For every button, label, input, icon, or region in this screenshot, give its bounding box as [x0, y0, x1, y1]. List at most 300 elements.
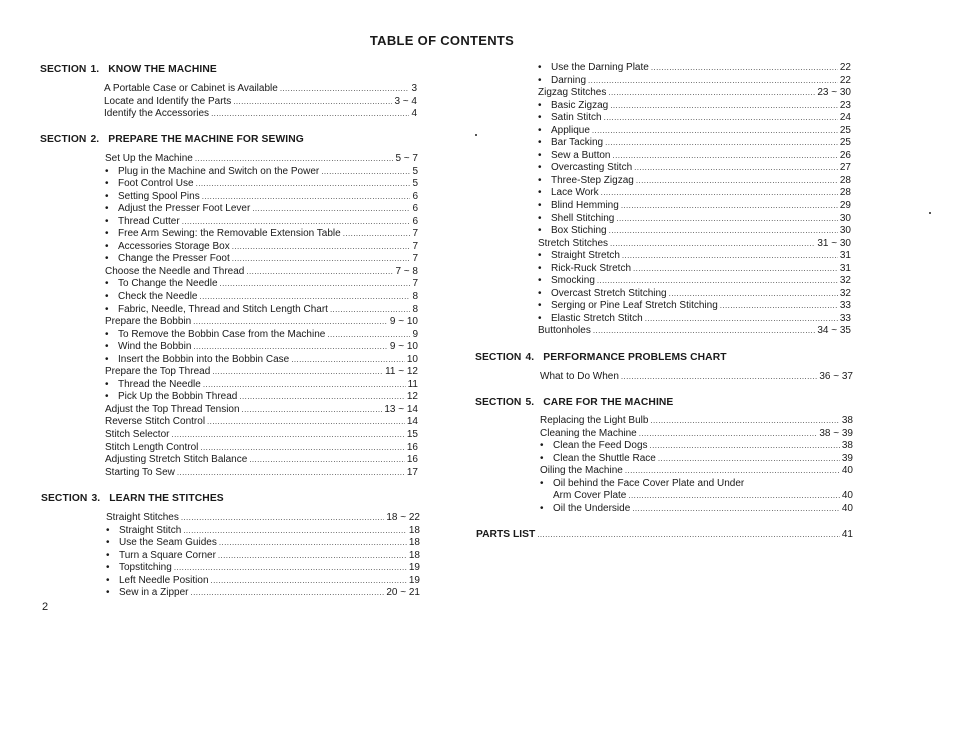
bullet-icon: •	[538, 137, 542, 149]
section-name: KNOW THE MACHINE	[108, 64, 217, 75]
bullet-icon: •	[105, 165, 109, 177]
leader-dots	[592, 125, 838, 138]
entry-label	[538, 250, 620, 263]
section-2-heading	[40, 134, 304, 145]
entry-label	[538, 150, 610, 163]
toc-entry	[104, 108, 417, 121]
entry-text: Stitch Selector	[105, 429, 170, 441]
entry-label	[538, 263, 631, 276]
toc-entry	[105, 329, 418, 342]
leader-dots	[182, 216, 411, 229]
leader-dots	[650, 415, 839, 428]
entry-text: Darning	[551, 74, 587, 86]
leader-dots	[220, 278, 411, 291]
leader-dots	[232, 241, 411, 254]
entry-label	[538, 162, 632, 175]
toc-entry	[105, 153, 418, 166]
page-ref: 7	[412, 228, 418, 240]
section-3-entries	[106, 512, 420, 600]
entry-label	[540, 440, 648, 453]
bullet-icon: •	[538, 300, 542, 312]
entry-text: Shell Stitching	[551, 212, 615, 224]
entry-label	[538, 275, 595, 288]
entry-text: Use the Darning Plate	[551, 62, 649, 73]
entry-label	[540, 453, 656, 466]
toc-entry	[105, 404, 418, 417]
entry-text: Reverse Stitch Control	[105, 416, 206, 428]
leader-dots	[193, 316, 388, 329]
section-name: CARE FOR THE MACHINE	[543, 397, 674, 408]
entry-label	[538, 125, 590, 138]
leader-dots	[249, 454, 405, 467]
entry-text: Clean the Shuttle Race	[553, 452, 656, 464]
section-label: SECTION	[475, 397, 522, 408]
toc-entry	[105, 228, 418, 241]
toc-entry	[105, 416, 418, 429]
entry-label	[105, 454, 247, 467]
page-ref: 22	[839, 74, 851, 86]
leader-dots	[632, 503, 840, 516]
entry-text: Starting To Sew	[105, 466, 175, 478]
bullet-icon: •	[538, 250, 542, 262]
page-ref: 9 ~ 10	[389, 341, 418, 353]
section-label: SECTION	[41, 493, 88, 504]
entry-text: Rick-Ruck Stretch	[551, 262, 632, 274]
page-ref: 11	[407, 378, 418, 390]
page-ref: 30	[839, 225, 851, 237]
leader-dots	[604, 112, 838, 125]
bullet-icon: •	[105, 240, 109, 252]
page-ref: 33	[839, 300, 851, 312]
entry-label	[106, 587, 188, 600]
page-ref: 39	[841, 452, 853, 464]
bullet-icon: •	[538, 200, 542, 212]
page-ref: 8	[412, 303, 418, 315]
toc-entry	[538, 225, 851, 238]
entry-text: Straight Stitches	[106, 512, 179, 523]
entry-label	[106, 562, 172, 575]
leader-dots	[658, 453, 840, 466]
entry-label	[105, 379, 201, 392]
leader-dots	[211, 108, 409, 121]
leader-dots	[233, 96, 392, 109]
entry-label	[105, 253, 230, 266]
toc-entry	[538, 62, 851, 75]
leader-dots	[203, 379, 406, 392]
leader-dots	[628, 490, 840, 503]
toc-entry	[538, 75, 851, 88]
toc-entry	[105, 253, 418, 266]
leader-dots	[645, 313, 838, 326]
leader-dots	[650, 440, 840, 453]
leader-dots	[720, 300, 838, 313]
leader-dots	[193, 341, 388, 354]
entry-text: Plug in the Machine and Switch on the Power	[118, 165, 320, 177]
entry-text: Clean the Feed Dogs	[553, 440, 648, 452]
page-ref: 40	[841, 502, 853, 514]
toc-entry	[106, 525, 420, 538]
bullet-icon: •	[538, 174, 542, 186]
section-name: LEARN THE STITCHES	[109, 493, 224, 504]
entry-label	[105, 442, 198, 455]
entry-text: Arm Cover Plate	[553, 490, 627, 502]
page-ref: 7	[412, 240, 418, 252]
leader-dots	[239, 391, 405, 404]
entry-label	[538, 112, 602, 125]
page-ref: 25	[839, 137, 851, 149]
page-ref: 22	[839, 62, 851, 73]
entry-label	[106, 512, 179, 525]
page-ref: 32	[839, 275, 851, 287]
toc-entry	[106, 587, 420, 600]
entry-label	[106, 575, 209, 588]
leader-dots	[327, 329, 410, 342]
page-ref: 5	[412, 178, 418, 190]
toc-entry	[538, 263, 851, 276]
entry-text: Replacing the Light Bulb	[540, 415, 649, 426]
entry-text: Box Stiching	[551, 225, 607, 237]
entry-label	[538, 62, 649, 75]
entry-text: Serging or Pine Leaf Stretch Stitching	[551, 300, 718, 312]
entry-text: Insert the Bobbin into the Bobbin Case	[118, 353, 290, 365]
leader-dots	[634, 162, 838, 175]
bullet-icon: •	[538, 124, 542, 136]
toc-entry	[105, 178, 418, 191]
leader-dots	[633, 263, 838, 276]
bullet-icon: •	[106, 562, 110, 574]
page-ref: 7	[412, 278, 418, 290]
page-ref: 36 ~ 37	[819, 371, 853, 382]
toc-entry	[540, 428, 853, 441]
toc-entry	[105, 467, 418, 480]
page-ref: 40	[841, 465, 853, 477]
page-ref: 19	[408, 574, 420, 586]
toc-entry	[538, 162, 851, 175]
toc-entry	[538, 325, 851, 338]
leader-dots	[171, 429, 404, 442]
entry-label	[105, 241, 230, 254]
toc-entry	[538, 137, 851, 150]
bullet-icon: •	[540, 502, 544, 514]
entry-text: Overcast Stretch Stitching	[551, 287, 667, 299]
entry-text: Applique	[551, 124, 590, 136]
page-ref: 10	[406, 353, 418, 365]
page-ref: 16	[406, 454, 418, 466]
bullet-icon: •	[540, 477, 544, 489]
section-4-heading	[475, 352, 727, 363]
page-ref: 23	[839, 99, 851, 111]
leader-dots	[343, 228, 411, 241]
page-ref: 4	[411, 108, 417, 120]
entry-label	[105, 178, 194, 191]
bullet-icon: •	[106, 537, 110, 549]
section-1-heading	[40, 64, 217, 75]
section-name: PERFORMANCE PROBLEMS CHART	[543, 352, 727, 363]
page-ref: 12	[406, 391, 418, 403]
entry-label	[538, 75, 586, 88]
leader-dots	[183, 525, 407, 538]
entry-label	[105, 467, 175, 480]
page-ref: 18	[408, 549, 420, 561]
toc-entry	[538, 275, 851, 288]
entry-label	[538, 225, 607, 238]
toc-entry	[105, 341, 418, 354]
section-4-entries	[540, 371, 853, 384]
toc-entry	[105, 266, 418, 279]
entry-text: Topstitching	[119, 562, 172, 574]
entry-label	[538, 175, 634, 188]
toc-entry	[538, 250, 851, 263]
entry-text: A Portable Case or Cabinet is Available	[104, 83, 278, 94]
bullet-icon: •	[105, 178, 109, 190]
entry-label	[105, 329, 325, 342]
entry-text: Turn a Square Corner	[119, 549, 216, 561]
leader-dots	[196, 178, 411, 191]
entry-text: Set Up the Machine	[105, 153, 193, 164]
section-5-entries	[540, 415, 853, 515]
entry-text: Oiling the Machine	[540, 465, 623, 477]
page-ref: 26	[839, 149, 851, 161]
section-1-entries	[104, 83, 417, 121]
leader-dots	[601, 187, 838, 200]
entry-text: Stitch Length Control	[105, 441, 199, 453]
page-ref: 38	[841, 415, 853, 426]
entry-label	[105, 278, 218, 291]
toc-entry	[106, 537, 420, 550]
entry-text: Check the Needle	[118, 291, 198, 303]
leader-dots	[639, 428, 818, 441]
entry-label	[540, 478, 744, 491]
entry-label	[105, 341, 191, 354]
scan-speck	[929, 212, 931, 214]
entry-text: Straight Stretch	[551, 250, 620, 262]
entry-text: To Change the Needle	[118, 278, 218, 290]
toc-entry	[105, 291, 418, 304]
entry-text: To Remove the Bobbin Case from the Machine	[118, 328, 326, 340]
entry-text: Locate and Identify the Parts	[104, 95, 232, 107]
leader-dots	[622, 250, 838, 263]
entry-label	[538, 213, 614, 226]
leader-dots	[174, 562, 407, 575]
toc-entry	[106, 550, 420, 563]
page-ref: 7	[412, 253, 418, 265]
page-ref: 38 ~ 39	[819, 427, 853, 439]
toc-entry	[105, 191, 418, 204]
entry-text: Buttonholes	[538, 325, 591, 337]
entry-label	[540, 503, 630, 516]
toc-entry	[540, 503, 853, 516]
entry-text: Thread the Needle	[118, 378, 201, 390]
entry-text: Blind Hemming	[551, 200, 619, 212]
entry-text: Wind the Bobbin	[118, 341, 192, 353]
entry-text: Setting Spool Pins	[118, 190, 200, 202]
scan-speck	[475, 134, 477, 136]
page-ref: 30	[839, 212, 851, 224]
leader-dots	[621, 200, 838, 213]
leader-dots	[291, 354, 405, 367]
entry-label	[105, 404, 240, 417]
entry-label	[106, 537, 217, 550]
entry-text: Overcasting Stitch	[551, 162, 633, 174]
leader-dots	[211, 575, 407, 588]
page-ref: 40	[841, 490, 853, 502]
section-3-heading	[41, 493, 224, 504]
leader-dots	[190, 587, 384, 600]
entry-text: Change the Presser Foot	[118, 253, 230, 265]
bullet-icon: •	[105, 203, 109, 215]
bullet-icon: •	[105, 253, 109, 265]
entry-text: Identify the Accessories	[104, 108, 210, 120]
toc-entry	[538, 100, 851, 113]
bullet-icon: •	[105, 341, 109, 353]
entry-label	[538, 313, 643, 326]
leader-dots	[232, 253, 411, 266]
leader-dots	[252, 203, 410, 216]
toc-entry	[105, 241, 418, 254]
bullet-icon: •	[538, 225, 542, 237]
entry-text: Adjusting Stretch Stitch Balance	[105, 454, 248, 466]
toc-entry	[538, 300, 851, 313]
toc-entry	[104, 83, 417, 96]
leader-dots	[177, 467, 405, 480]
parts-list-label: PARTS LIST	[476, 529, 536, 540]
toc-entry	[538, 175, 851, 188]
entry-label	[104, 96, 231, 109]
toc-entry	[540, 490, 853, 503]
bullet-icon: •	[106, 574, 110, 586]
page-ref: 27	[839, 162, 851, 174]
entry-label	[105, 304, 328, 317]
bullet-icon: •	[105, 353, 109, 365]
leader-dots	[212, 366, 383, 379]
entry-label	[538, 200, 619, 213]
entry-text: Adjust the Presser Foot Lever	[118, 203, 251, 215]
entry-label	[538, 187, 599, 200]
bullet-icon: •	[105, 215, 109, 227]
page-ref: 20 ~ 21	[386, 587, 420, 599]
entry-label	[105, 391, 237, 404]
bullet-icon: •	[538, 312, 542, 324]
toc-entry	[106, 512, 420, 525]
toc-entry	[105, 366, 418, 379]
toc-entry	[105, 216, 418, 229]
toc-entry	[540, 453, 853, 466]
entry-text: Thread Cutter	[118, 215, 180, 227]
page-ref: 25	[839, 124, 851, 136]
section-name: PREPARE THE MACHINE FOR SEWING	[108, 134, 304, 145]
bullet-icon: •	[540, 440, 544, 452]
toc-entry	[538, 288, 851, 301]
leader-dots	[616, 213, 838, 226]
leader-dots	[195, 153, 394, 166]
bullet-icon: •	[538, 112, 542, 124]
bullet-icon: •	[538, 187, 542, 199]
page-ref: 32	[839, 287, 851, 299]
page-ref: 9 ~ 10	[389, 316, 418, 328]
bullet-icon: •	[106, 587, 110, 599]
toc-entry	[538, 150, 851, 163]
leader-dots	[593, 325, 816, 338]
page-ref: 5	[412, 165, 418, 177]
page-ref: 9	[412, 328, 418, 340]
entry-text: Pick Up the Bobbin Thread	[118, 391, 238, 403]
toc-entry	[538, 87, 851, 100]
entry-text: Straight Stitch	[119, 524, 182, 536]
bullet-icon: •	[105, 278, 109, 290]
leader-dots	[621, 371, 817, 384]
leader-dots	[605, 137, 838, 150]
toc-entry	[540, 440, 853, 453]
entry-label	[540, 490, 626, 503]
page-ref: 29	[839, 200, 851, 212]
leader-dots	[610, 238, 815, 251]
page-ref: 18	[408, 537, 420, 549]
toc-entry	[105, 278, 418, 291]
toc-entry	[105, 203, 418, 216]
entry-text: Fabric, Needle, Thread and Stitch Length Chart	[118, 303, 328, 315]
page-ref: 13 ~ 14	[384, 403, 418, 415]
entry-label	[105, 429, 169, 442]
leader-dots	[246, 266, 393, 279]
entry-text: Foot Control Use	[118, 178, 194, 190]
bullet-icon: •	[106, 524, 110, 536]
bullet-icon: •	[105, 378, 109, 390]
toc-title: TABLE OF CONTENTS	[369, 33, 515, 48]
entry-text: Three-Step Zigzag	[551, 174, 634, 186]
entry-text: Adjust the Top Thread Tension	[105, 403, 240, 415]
bullet-icon: •	[105, 190, 109, 202]
bullet-icon: •	[538, 74, 542, 86]
leader-dots	[636, 175, 838, 188]
bullet-icon: •	[538, 262, 542, 274]
toc-entry	[538, 200, 851, 213]
page-ref: 6	[412, 190, 418, 202]
entry-text: Use the Seam Guides	[119, 537, 217, 549]
page-ref: 24	[839, 112, 851, 124]
page-ref: 6	[412, 215, 418, 227]
entry-text: Elastic Stretch Stitch	[551, 312, 643, 324]
entry-text: Bar Tacking	[551, 137, 604, 149]
leader-dots	[200, 291, 411, 304]
page-ref: 19	[408, 562, 420, 574]
toc-entry	[538, 313, 851, 326]
section-label: SECTION	[475, 352, 522, 363]
page-ref: 28	[839, 174, 851, 186]
toc-entry	[106, 575, 420, 588]
entry-label	[105, 316, 191, 329]
entry-label	[538, 288, 667, 301]
toc-entry	[105, 429, 418, 442]
page-number: 2	[42, 601, 49, 613]
bullet-icon: •	[105, 328, 109, 340]
leader-dots	[219, 537, 407, 550]
bullet-icon: •	[538, 212, 542, 224]
toc-entry	[540, 415, 853, 428]
entry-label	[540, 371, 619, 384]
page-ref: 38	[841, 440, 853, 452]
toc-entry	[540, 371, 853, 384]
page-ref: 3	[411, 83, 417, 94]
leader-dots	[202, 191, 411, 204]
section-5-heading	[475, 397, 673, 408]
bullet-icon: •	[105, 228, 109, 240]
bullet-icon: •	[538, 162, 542, 174]
entry-text: What to Do When	[540, 371, 619, 382]
toc-entry	[538, 213, 851, 226]
entry-text: Oil behind the Face Cover Plate and Under	[553, 477, 745, 489]
toc-entry	[105, 379, 418, 392]
entry-label	[538, 100, 608, 113]
